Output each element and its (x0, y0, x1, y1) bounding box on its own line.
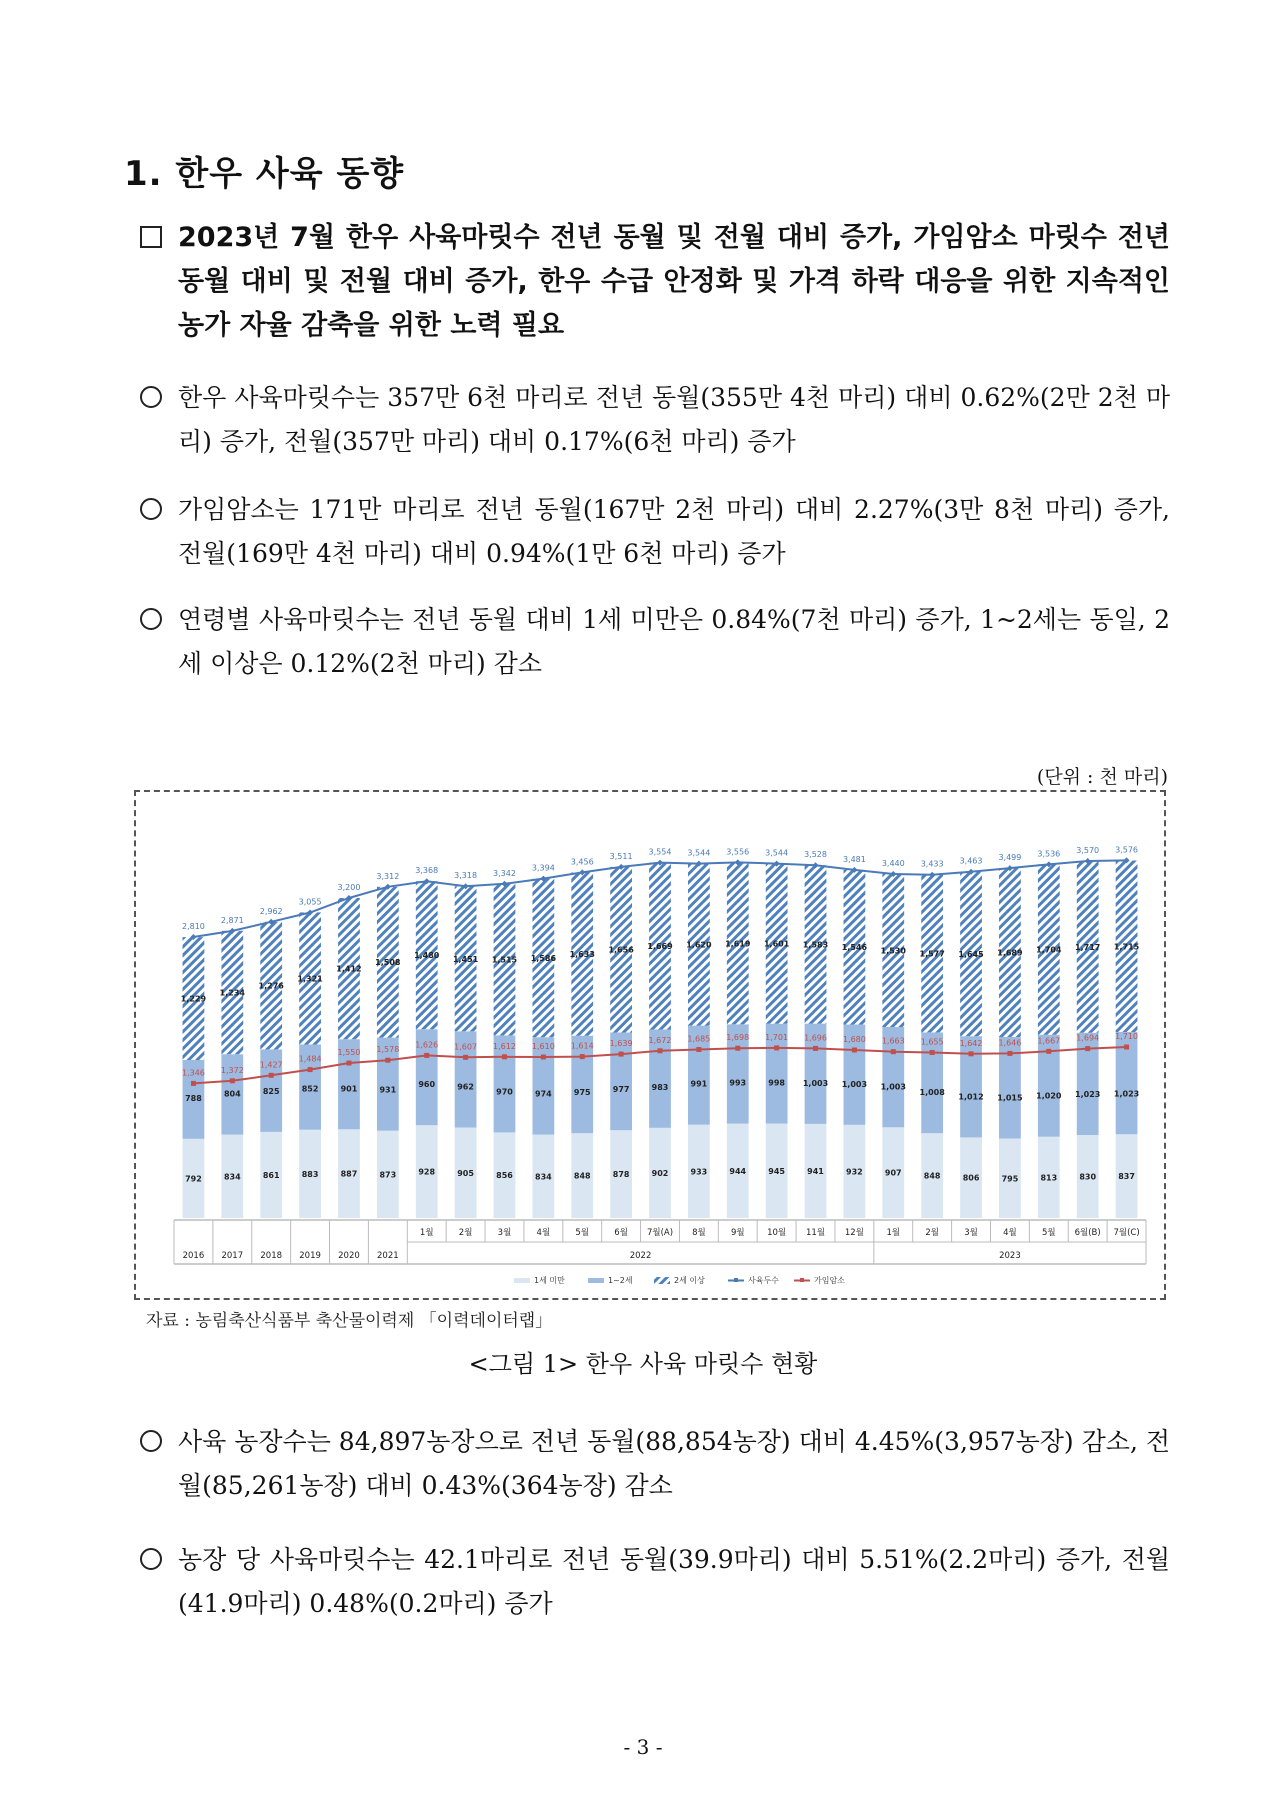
data-label-total: 3,499 (998, 853, 1022, 863)
data-label-over2: 1,656 (608, 945, 634, 955)
data-label-1to2: 970 (496, 1087, 513, 1097)
data-label-fertile-cows: 1,346 (181, 1068, 205, 1078)
data-label-1to2: 1,015 (997, 1093, 1023, 1103)
data-label-over2: 1,412 (336, 964, 362, 974)
data-label-fertile-cows: 1,667 (1037, 1036, 1061, 1046)
data-label-over2: 1,633 (569, 950, 595, 960)
data-label-1to2: 960 (418, 1080, 436, 1090)
line-fertile-cows-point (346, 1061, 351, 1066)
data-label-total: 3,200 (337, 883, 361, 892)
category-tick-label: 5월 (575, 1228, 590, 1238)
data-label-over2: 1,515 (491, 955, 518, 965)
data-label-under1: 928 (418, 1167, 436, 1177)
legend-label: 1~2세 (608, 1276, 633, 1285)
legend-label: 2세 이상 (674, 1276, 705, 1285)
data-label-total: 3,342 (493, 868, 516, 878)
bar-age-1to2 (921, 1032, 943, 1133)
line-fertile-cows-point (541, 1055, 546, 1060)
data-label-under1: 837 (1118, 1172, 1135, 1182)
bullet-item (140, 598, 1170, 686)
category-tick-label: 1월 (886, 1228, 901, 1238)
circle-bullet-icon (140, 608, 162, 630)
data-label-fertile-cows: 1,655 (920, 1037, 944, 1047)
data-label-total: 3,456 (570, 857, 594, 867)
legend-swatch (588, 1278, 604, 1283)
category-tick-label: 1월 (419, 1228, 434, 1238)
checkbox-square-icon (140, 226, 162, 248)
bar-age-1to2 (532, 1037, 554, 1134)
data-label-1to2: 1,008 (919, 1088, 945, 1098)
data-label-fertile-cows: 1,701 (765, 1032, 789, 1042)
line-fertile-cows-point (891, 1049, 896, 1054)
line-fertile-cows-point (502, 1054, 507, 1059)
data-label-under1: 834 (223, 1172, 241, 1182)
data-label-under1: 848 (923, 1171, 941, 1181)
data-label-fertile-cows: 1,614 (570, 1041, 594, 1051)
category-tick-label: 12월 (844, 1228, 864, 1238)
data-label-under1: 878 (612, 1170, 630, 1180)
category-tick-label: 2월 (458, 1228, 473, 1238)
line-fertile-cows-point (191, 1081, 196, 1086)
year-group-label: 2022 (629, 1251, 652, 1261)
data-label-total: 3,433 (920, 859, 944, 869)
line-fertile-cows-point (230, 1078, 235, 1083)
data-label-fertile-cows: 1,610 (531, 1042, 555, 1051)
data-label-under1: 933 (690, 1167, 708, 1177)
data-label-over2: 1,234 (219, 988, 245, 998)
bullet-text: 가임암소는 171만 마리로 전년 동월(167만 2천 마리) 대비 2.27%(3만 8천 마리) 증가, 전월(169만 4천 마리) 대비 0.94%(1만 6천 마리) 증가 (178, 495, 1170, 568)
data-label-1to2: 1,023 (1075, 1090, 1101, 1099)
data-label-under1: 873 (379, 1170, 397, 1180)
data-label-under1: 830 (1079, 1172, 1097, 1182)
figure-caption: <그림 1> 한우 사육 마릿수 현황 (468, 1350, 818, 1378)
line-fertile-cows-point (463, 1055, 468, 1060)
category-tick-label: 9월 (730, 1228, 745, 1238)
data-label-fertile-cows: 1,663 (881, 1036, 905, 1046)
line-fertile-cows-point (269, 1073, 274, 1078)
data-label-1to2: 1,012 (958, 1092, 984, 1102)
data-label-under1: 883 (301, 1169, 319, 1179)
category-tick-label: 2019 (299, 1251, 321, 1261)
data-label-under1: 887 (340, 1169, 358, 1179)
data-label-over2: 1,546 (841, 943, 868, 953)
data-label-over2: 1,715 (1113, 942, 1140, 952)
data-label-over2: 1,669 (647, 942, 673, 952)
category-tick-label: 2018 (260, 1251, 283, 1261)
category-tick-label: 2020 (338, 1251, 360, 1261)
data-label-fertile-cows: 1,710 (1115, 1032, 1139, 1041)
data-label-over2: 1,530 (880, 946, 906, 956)
line-fertile-cows-point (1085, 1046, 1090, 1051)
line-fertile-cows-point (696, 1047, 701, 1052)
data-label-1to2: 825 (262, 1086, 280, 1096)
circle-bullet-icon (140, 1548, 162, 1570)
category-tick-label: 2월 (925, 1228, 939, 1238)
data-label-fertile-cows: 1,639 (609, 1039, 633, 1049)
data-label-under1: 806 (962, 1173, 980, 1183)
data-label-under1: 795 (1001, 1174, 1019, 1184)
data-label-total: 3,481 (842, 854, 866, 864)
data-label-fertile-cows: 1,427 (259, 1060, 283, 1070)
data-label-over2: 1,577 (919, 949, 945, 959)
data-label-over2: 1,645 (958, 949, 984, 959)
category-tick-label: 6월(B) (1074, 1228, 1101, 1238)
line-fertile-cows-point (385, 1058, 390, 1063)
data-label-over2: 1,601 (763, 939, 790, 949)
line-fertile-cows-point (1007, 1051, 1012, 1056)
livestock-chart (134, 790, 1166, 1300)
legend-label: 가임암소 (814, 1276, 845, 1285)
data-label-1to2: 1,020 (1036, 1091, 1062, 1101)
data-label-fertile-cows: 1,484 (298, 1054, 322, 1064)
data-label-1to2: 931 (379, 1085, 397, 1095)
bullet-item (140, 1538, 1170, 1626)
data-label-1to2: 1,023 (1113, 1089, 1140, 1099)
data-label-total: 3,576 (1115, 845, 1139, 855)
line-fertile-cows-point (813, 1046, 818, 1051)
data-label-total: 3,318 (454, 871, 478, 881)
category-tick-label: 2017 (221, 1251, 244, 1261)
data-label-over2: 1,689 (997, 948, 1023, 958)
data-label-under1: 848 (573, 1171, 591, 1181)
data-label-over2: 1,276 (258, 981, 284, 991)
data-label-under1: 856 (496, 1171, 513, 1181)
data-label-total: 3,556 (726, 847, 750, 857)
data-label-total: 3,394 (531, 863, 555, 873)
data-label-1to2: 1,003 (841, 1079, 868, 1089)
data-label-total: 3,570 (1076, 846, 1100, 855)
data-label-over2: 1,480 (414, 951, 440, 961)
data-label-total: 3,554 (648, 847, 672, 857)
data-label-fertile-cows: 1,646 (998, 1038, 1022, 1048)
data-label-fertile-cows: 1,550 (337, 1048, 361, 1057)
data-label-total: 3,463 (959, 856, 983, 866)
data-label-fertile-cows: 1,672 (648, 1035, 672, 1045)
data-label-total: 2,871 (220, 915, 244, 925)
data-label-1to2: 804 (223, 1089, 241, 1099)
source-note: 자료 : 농림축산식품부 축산물이력제 「이력데이터랩」 (146, 1311, 553, 1331)
year-group-label: 2023 (999, 1251, 1021, 1261)
bullet-text: 한우 사육마릿수는 357만 6천 마리로 전년 동월(355만 4천 마리) 대비 0.62%(2만 2천 마리) 증가, 전월(357만 마리) 대비 0.17%(6천 마리) 증가 (178, 383, 1170, 456)
data-label-fertile-cows: 1,372 (220, 1065, 244, 1075)
unit-label: (단위 : 천 마리) (1036, 766, 1168, 788)
data-label-total: 3,511 (609, 851, 633, 861)
legend-swatch (514, 1278, 530, 1283)
data-label-1to2: 975 (573, 1088, 591, 1098)
data-label-1to2: 788 (185, 1093, 202, 1103)
data-label-total: 2,962 (259, 906, 283, 916)
data-label-fertile-cows: 1,612 (493, 1041, 516, 1051)
data-label-1to2: 983 (651, 1082, 669, 1092)
data-label-under1: 945 (768, 1166, 785, 1176)
data-label-fertile-cows: 1,626 (415, 1040, 439, 1050)
legend-label: 사육두수 (748, 1276, 779, 1285)
line-fertile-cows-point (852, 1048, 857, 1053)
data-label-total: 3,536 (1037, 849, 1061, 859)
section-title: 1. 한우 사육 동향 (124, 154, 405, 194)
line-fertile-cows-point (774, 1045, 779, 1050)
data-label-over2: 1,619 (725, 939, 751, 949)
data-label-over2: 1,321 (297, 974, 323, 984)
category-tick-label: 3월 (497, 1228, 512, 1238)
page-number: - 3 - (623, 1735, 663, 1759)
line-fertile-cows-point (658, 1048, 663, 1053)
data-label-1to2: 901 (340, 1084, 358, 1094)
category-tick-label: 7월(C) (1113, 1228, 1140, 1238)
circle-bullet-icon (140, 1430, 162, 1452)
data-label-over2: 1,583 (802, 940, 829, 950)
data-label-total: 3,368 (415, 866, 439, 876)
data-label-fertile-cows: 1,698 (726, 1033, 750, 1043)
bullet-item (140, 376, 1170, 464)
data-label-over2: 1,451 (452, 954, 479, 964)
data-label-fertile-cows: 1,696 (804, 1033, 827, 1043)
category-tick-label: 4월 (1003, 1228, 1017, 1238)
data-label-1to2: 1,003 (880, 1082, 906, 1092)
data-label-total: 3,055 (298, 897, 322, 907)
data-label-over2: 1,620 (686, 940, 712, 950)
category-tick-label: 2021 (377, 1251, 399, 1261)
data-label-total: 2,810 (181, 922, 205, 931)
data-label-fertile-cows: 1,578 (376, 1045, 400, 1055)
circle-bullet-icon (140, 386, 162, 408)
category-tick-label: 4월 (536, 1228, 551, 1238)
legend-swatch (654, 1277, 670, 1284)
bullet-text: 사육 농장수는 84,897농장으로 전년 동월(88,854농장) 대비 4.45%(3,957농장) 감소, 전월(85,261농장) 대비 0.43%(364농장) 감소 (178, 1427, 1170, 1500)
data-label-1to2: 1,003 (802, 1078, 829, 1088)
line-fertile-cows-point (580, 1054, 585, 1059)
data-label-fertile-cows: 1,685 (687, 1034, 711, 1044)
data-label-under1: 902 (651, 1168, 669, 1178)
data-label-1to2: 962 (457, 1082, 474, 1092)
data-label-fertile-cows: 1,680 (842, 1035, 866, 1044)
summary-heading (140, 216, 1170, 348)
category-tick-label: 8월 (692, 1228, 706, 1238)
data-label-under1: 834 (535, 1172, 552, 1182)
data-label-over2: 1,717 (1075, 942, 1101, 952)
category-tick-label: 3월 (964, 1228, 978, 1238)
category-tick-label: 11월 (806, 1228, 826, 1238)
data-label-1to2: 974 (535, 1089, 552, 1099)
summary-heading-text: 2023년 7월 한우 사육마릿수 전년 동월 및 전월 대비 증가, 가임암소 마릿수 전년 동월 대비 및 전월 대비 증가, 한우 수급 안정화 및 가격 하락 대응을 위한 지속적인 농가 자율 감축을 위한 노력 필요 (178, 222, 1170, 341)
data-label-under1: 907 (884, 1168, 902, 1178)
line-fertile-cows-point (1046, 1049, 1051, 1054)
data-label-under1: 792 (185, 1174, 202, 1184)
category-tick-label: 10월 (767, 1228, 787, 1238)
category-tick-label: 7월(A) (646, 1228, 674, 1238)
bullet-text: 농장 당 사육마릿수는 42.1마리로 전년 동월(39.9마리) 대비 5.51%(2.2마리) 증가, 전월(41.9마리) 0.48%(0.2마리) 증가 (178, 1545, 1170, 1618)
line-fertile-cows-point (930, 1050, 935, 1055)
data-label-total: 3,440 (881, 859, 905, 868)
legend-label: 1세 미만 (534, 1276, 565, 1285)
data-label-over2: 1,229 (180, 994, 207, 1004)
line-fertile-cows-point (424, 1053, 429, 1058)
line-fertile-cows-point (308, 1067, 313, 1072)
data-label-total: 3,528 (804, 850, 827, 860)
data-label-1to2: 852 (301, 1084, 319, 1094)
data-label-under1: 944 (729, 1166, 747, 1176)
data-label-total: 3,544 (765, 848, 789, 858)
data-label-over2: 1,704 (1036, 945, 1062, 955)
data-label-under1: 905 (457, 1168, 474, 1178)
data-label-total: 3,544 (687, 848, 711, 858)
data-label-under1: 932 (846, 1167, 863, 1177)
bullet-item (140, 488, 1170, 576)
legend-marker (800, 1278, 804, 1282)
line-fertile-cows-point (735, 1046, 740, 1051)
line-fertile-cows-point (1124, 1045, 1129, 1050)
category-tick-label: 2016 (182, 1251, 205, 1261)
data-label-1to2: 998 (768, 1078, 785, 1088)
data-label-over2: 1,586 (530, 953, 557, 963)
data-label-1to2: 993 (729, 1078, 747, 1088)
data-label-under1: 941 (807, 1166, 824, 1176)
line-fertile-cows-point (969, 1051, 974, 1056)
bullet-text: 연령별 사육마릿수는 전년 동월 대비 1세 미만은 0.84%(7천 마리) 증가, 1~2세는 동일, 2세 이상은 0.12%(2천 마리) 감소 (178, 605, 1170, 678)
category-tick-label: 5월 (1041, 1228, 1056, 1238)
data-label-1to2: 991 (690, 1079, 708, 1089)
data-label-fertile-cows: 1,607 (454, 1042, 478, 1052)
data-label-fertile-cows: 1,694 (1076, 1033, 1100, 1043)
data-label-under1: 861 (262, 1170, 280, 1180)
circle-bullet-icon (140, 498, 162, 520)
data-label-1to2: 977 (612, 1085, 630, 1095)
data-label-fertile-cows: 1,642 (959, 1038, 983, 1048)
data-label-total: 3,312 (376, 871, 400, 881)
line-fertile-cows-point (619, 1052, 624, 1057)
category-tick-label: 6월 (614, 1228, 628, 1238)
legend-marker (734, 1278, 738, 1282)
bullet-item (140, 1420, 1170, 1508)
data-label-over2: 1,508 (375, 958, 401, 968)
data-label-under1: 813 (1040, 1173, 1058, 1183)
